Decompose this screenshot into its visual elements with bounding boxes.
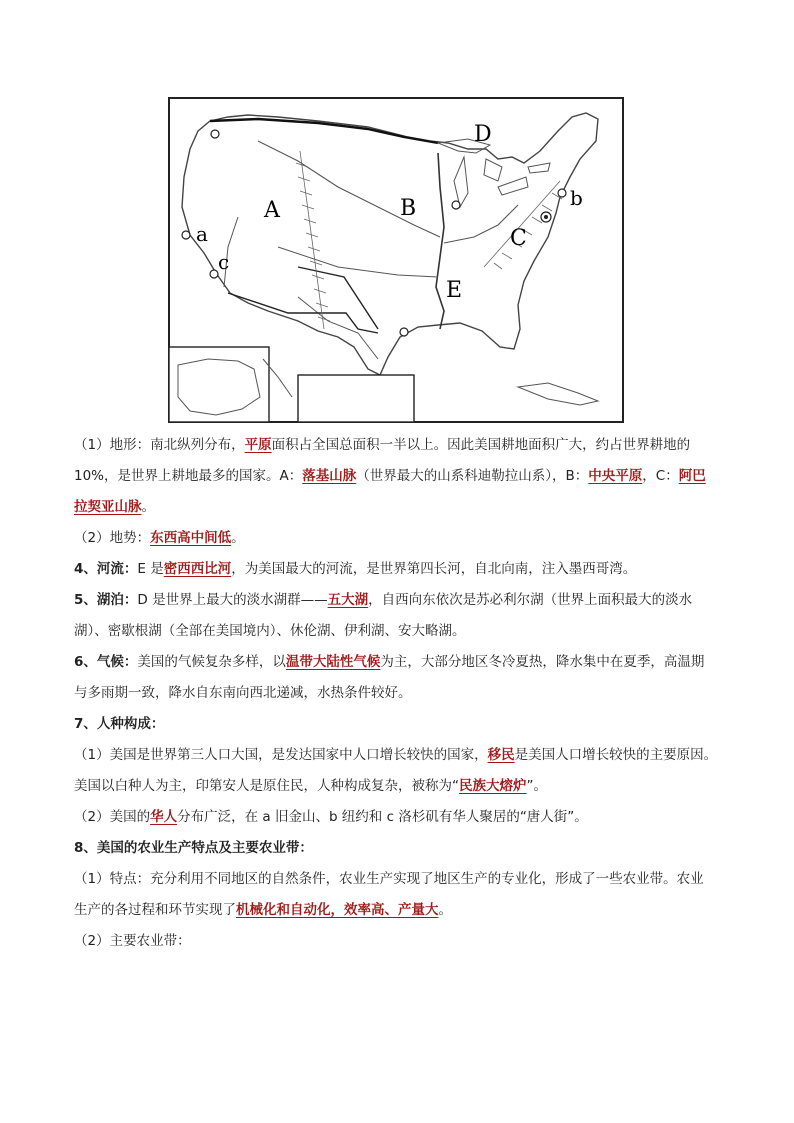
p5-line2 <box>74 616 724 647</box>
text: 10%，是世界上耕地最多的国家。A： <box>74 468 303 484</box>
p7-title: 7、人种构成： <box>74 716 165 732</box>
text: E 是 <box>137 561 164 577</box>
text: 。 <box>438 902 452 918</box>
city-b-marker <box>558 189 566 197</box>
section-label: 5、湖泊： <box>74 592 138 608</box>
alaska-inset <box>169 347 269 422</box>
label-E: E <box>446 278 463 303</box>
city-a-marker <box>182 231 190 239</box>
highlight-climate: 温带大陆性气候 <box>285 654 381 670</box>
label-c: c <box>218 250 230 274</box>
label-C: C <box>510 226 527 251</box>
p1-line2 <box>74 461 724 492</box>
p7-line2 <box>74 771 724 802</box>
label-A: A <box>264 198 280 223</box>
section-label: 4、河流： <box>74 561 138 577</box>
text: （1）美国是世界第三人口大国，是发达国家中人口增长较快的国家， <box>74 747 488 763</box>
p1-line3 <box>74 492 724 523</box>
p6-line1 <box>74 647 724 678</box>
text: 湖）、密歇根湖（全部在美国境内）、休伦湖、伊利湖、安大略湖。 <box>74 623 466 639</box>
text: 为主，大部分地区冬冷夏热，降水集中在夏季，高温期 <box>380 654 705 670</box>
text: 与多雨期一致，降水自东南向西北递减，水热条件较好。 <box>74 685 412 701</box>
text: 美国以白种人为主，印第安人是原住民，人种构成复杂，被称为“ <box>74 778 459 794</box>
highlight-terrain: 东西高中间低 <box>150 530 232 546</box>
text: （1）地形：南北纵列分布， <box>74 437 245 453</box>
text: （世界最大的山系科迪勒拉山系），B： <box>356 468 589 484</box>
usa-map-svg <box>168 97 624 423</box>
p8-line2 <box>74 895 724 926</box>
text: D 是世界上最大的淡水湖群—— <box>137 592 328 608</box>
p4-line <box>74 554 724 585</box>
text: 是美国人口增长较快的主要原因。 <box>514 747 718 763</box>
p7-line3 <box>74 802 724 833</box>
section-label: 6、气候： <box>74 654 138 670</box>
label-b: b <box>570 186 583 210</box>
highlight-appalachian-2: 拉契亚山脉 <box>74 499 142 515</box>
p6-line2 <box>74 678 724 709</box>
text: ，自西向东依次是苏必利尔湖（世界上面积最大的淡水 <box>368 592 693 608</box>
p8-line3: （2）主要农业带： <box>74 933 191 949</box>
highlight-melting-pot: 民族大熔炉 <box>459 778 527 794</box>
text: 面积占全国总面积一半以上。因此美国耕地面积广大，约占世界耕地的 <box>271 437 691 453</box>
p5-line1 <box>74 585 724 616</box>
text: 分布广泛，在 a 旧金山、b 纽约和 c 洛杉矶有华人聚居的“唐人街”。 <box>177 809 588 825</box>
highlight-great-lakes: 五大湖 <box>327 592 369 608</box>
text: 。 <box>231 530 245 546</box>
p8-title: 8、美国的农业生产特点及主要农业带： <box>74 840 313 856</box>
houston-marker <box>400 328 408 336</box>
p1-line1 <box>74 430 724 461</box>
highlight-appalachian-1: 阿巴 <box>678 468 706 484</box>
label-B: B <box>400 196 417 221</box>
p8-line1: （1）特点：充分利用不同地区的自然条件，农业生产实现了地区生产的专业化，形成了一些农业带。农业 <box>74 871 704 887</box>
highlight-immigrants: 移民 <box>487 747 515 763</box>
highlight-chinese: 华人 <box>150 809 178 825</box>
chicago-marker <box>452 201 460 209</box>
highlight-mississippi: 密西西比河 <box>163 561 232 577</box>
highlight-rocky: 落基山脉 <box>302 468 357 484</box>
p7-line1 <box>74 740 724 771</box>
text: （2）美国的 <box>74 809 151 825</box>
document-body <box>74 430 724 957</box>
text: 美国的气候复杂多样，以 <box>137 654 286 670</box>
hawaii-inset <box>298 375 414 422</box>
capital-dot <box>544 215 548 219</box>
highlight-central-plain: 中央平原 <box>588 468 643 484</box>
text: （2）地势： <box>74 530 151 546</box>
city-c-marker <box>210 270 218 278</box>
seattle-marker <box>211 130 219 138</box>
text: ，C： <box>642 468 679 484</box>
usa-map <box>168 97 624 423</box>
text: 生产的各过程和环节实现了 <box>74 902 236 918</box>
label-a: a <box>196 222 208 246</box>
label-D: D <box>474 122 492 147</box>
highlight-plain: 平原 <box>244 437 272 453</box>
highlight-mechanization: 机械化和自动化，效率高、产量大 <box>236 902 439 918</box>
text: 。 <box>141 499 155 515</box>
text: ”。 <box>526 778 547 794</box>
text: ，为美国最大的河流，是世界第四长河，自北向南，注入墨西哥湾。 <box>231 561 637 577</box>
p2-line <box>74 523 724 554</box>
